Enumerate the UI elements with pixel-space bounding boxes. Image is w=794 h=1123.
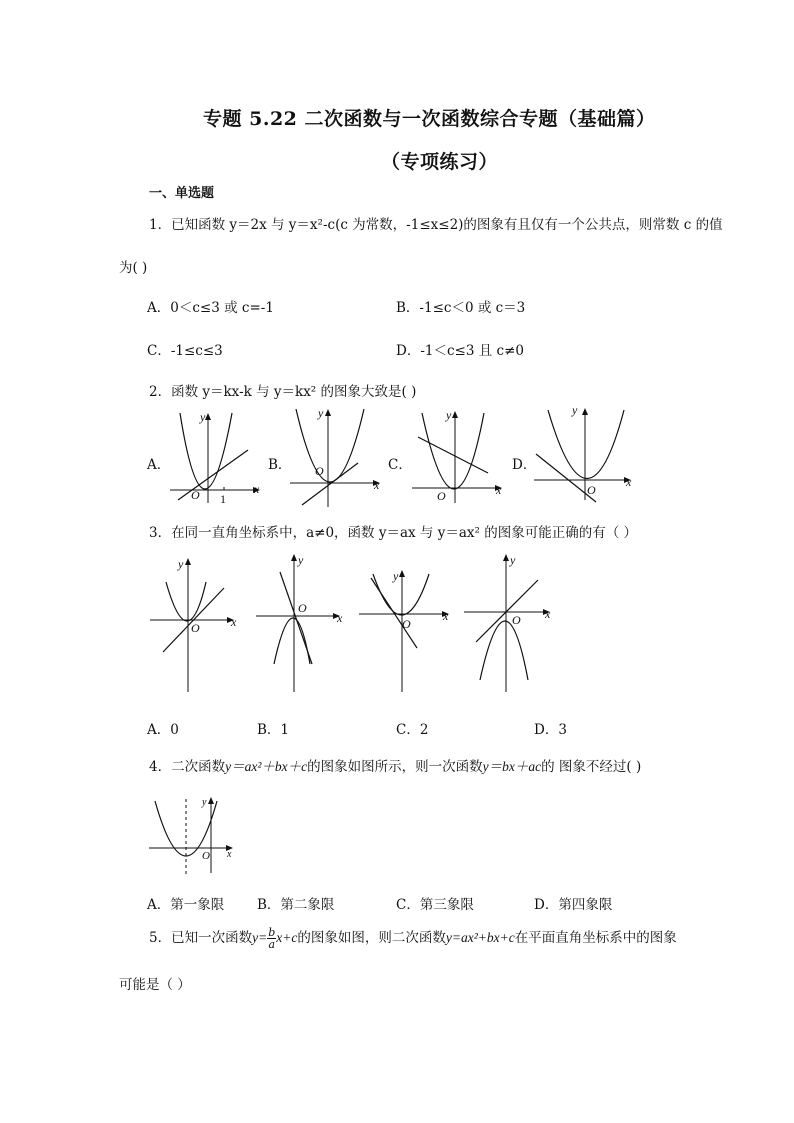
q3g2-y-label: y <box>298 553 304 567</box>
q3g4-x-label: x <box>545 607 551 621</box>
q1-option-d[interactable]: D．-1＜c≤3 且 c≠0 <box>396 343 524 359</box>
q3g2-x-label: x <box>337 611 343 625</box>
question-2-text: 2．函数 y＝kx-k 与 y＝kx² 的图象大致是( ) <box>149 384 417 400</box>
q5-expr-2: y=ax²+bx+c <box>445 930 515 945</box>
q2b-x-label: x <box>374 478 380 492</box>
question-4-text <box>149 755 641 775</box>
q1-option-c[interactable]: C．-1≤c≤3 <box>147 343 223 359</box>
q3-option-a[interactable]: A．0 <box>147 722 179 738</box>
q3g1-y-label: y <box>178 557 184 571</box>
q3-graph-3 <box>357 552 462 697</box>
q4-expr-2: y＝bx＋ac <box>482 759 542 774</box>
question-3-text: 3．在同一直角坐标系中，a≠0，函数 y＝ax 与 y＝ax² 的图象可能正确的有（ ） <box>149 525 637 541</box>
q2c-x-label: x <box>496 483 502 497</box>
q4-option-c[interactable]: C．第三象限 <box>396 897 474 913</box>
q4-text-a: 4．二次函数 <box>149 759 226 775</box>
q2b-origin-label: O <box>315 464 324 478</box>
q3-option-b[interactable]: B．1 <box>257 722 290 738</box>
q2-option-d[interactable]: D． <box>512 457 537 473</box>
q4-y-label: y <box>202 797 207 808</box>
q2-graph-d <box>532 402 637 502</box>
q2d-x-label: x <box>626 475 632 489</box>
q2b-y-label: y <box>318 406 324 420</box>
q4-x-label: x <box>227 849 232 860</box>
q3g2-origin-label: O <box>298 601 307 615</box>
q5-frac-den: a <box>268 938 275 951</box>
q1-option-b[interactable]: B．-1≤c＜0 或 c＝3 <box>396 300 526 316</box>
q3g4-y-label: y <box>510 553 516 567</box>
q2a-origin-label: O <box>191 488 200 502</box>
q5-fraction <box>267 927 276 950</box>
q5-expr-y: y= <box>252 930 268 945</box>
page-subtitle: （专项练习） <box>381 151 499 173</box>
question-1-text: 1．已知函数 y＝2x 与 y＝x²-c(c 为常数，-1≤x≤2)的图象有且仅有一个公共点，则常数 c 的值 <box>149 217 723 233</box>
q4-graph <box>147 793 247 878</box>
question-1-text-cont: 为( ) <box>119 260 148 276</box>
q4-option-a[interactable]: A．第一象限 <box>147 897 225 913</box>
q2-option-c[interactable]: C． <box>388 457 412 473</box>
q2a-y-label: y <box>200 410 206 424</box>
q4-option-d[interactable]: D．第四象限 <box>534 897 613 913</box>
q3g4-origin-label: O <box>512 613 521 627</box>
q1-option-a[interactable]: A．0＜c≤3 或 c=-1 <box>147 300 274 316</box>
q2c-origin-label: O <box>437 489 446 503</box>
q4-option-b[interactable]: B．第二象限 <box>257 897 335 913</box>
q5-expr-rest: x+c <box>276 930 298 945</box>
q2-option-b[interactable]: B． <box>268 457 292 473</box>
question-5-text-cont: 可能是（ ） <box>119 977 191 993</box>
q5-text-a: 5．已知一次函数 <box>149 930 253 946</box>
q3-option-d[interactable]: D．3 <box>534 722 567 738</box>
q2-graph-b <box>288 405 388 510</box>
q3-graph-1 <box>148 552 248 697</box>
q2-graph-c <box>410 405 510 505</box>
q2-option-a[interactable]: A． <box>147 457 171 473</box>
q4-origin-label: O <box>202 850 210 862</box>
q3-option-c[interactable]: C．2 <box>396 722 429 738</box>
q4-text-c: 的 图象不经过( ) <box>541 759 642 775</box>
page-title: 专题 5.22 二次函数与一次函数综合专题（基础篇） <box>203 108 656 130</box>
q2-graph-a <box>168 405 268 505</box>
q2c-y-label: y <box>446 408 452 422</box>
q5-text-b: 的图象如图，则二次函数 <box>297 930 446 946</box>
q4-text-b: 的图象如图所示，则一次函数 <box>307 759 483 775</box>
q5-text-c: 在平面直角坐标系中的图象 <box>514 930 677 946</box>
q2a-tick-label: 1 <box>220 492 226 506</box>
q3g3-y-label: y <box>393 569 399 583</box>
question-5-text <box>149 926 677 950</box>
q3g3-origin-label: O <box>402 617 411 631</box>
q2d-origin-label: O <box>587 483 596 497</box>
q3g1-x-label: x <box>231 615 237 629</box>
q2d-y-label: y <box>572 403 578 417</box>
q2a-x-label: x <box>254 482 260 496</box>
section-heading: 一、单选题 <box>149 186 215 201</box>
q3-graph-4 <box>462 552 562 697</box>
q5-frac-num: b <box>268 926 276 939</box>
q4-expr-1: y＝ax²＋bx＋c <box>225 759 308 774</box>
q3g3-x-label: x <box>443 609 449 623</box>
q3-graph-2 <box>254 552 354 697</box>
q3g1-origin-label: O <box>191 621 200 635</box>
